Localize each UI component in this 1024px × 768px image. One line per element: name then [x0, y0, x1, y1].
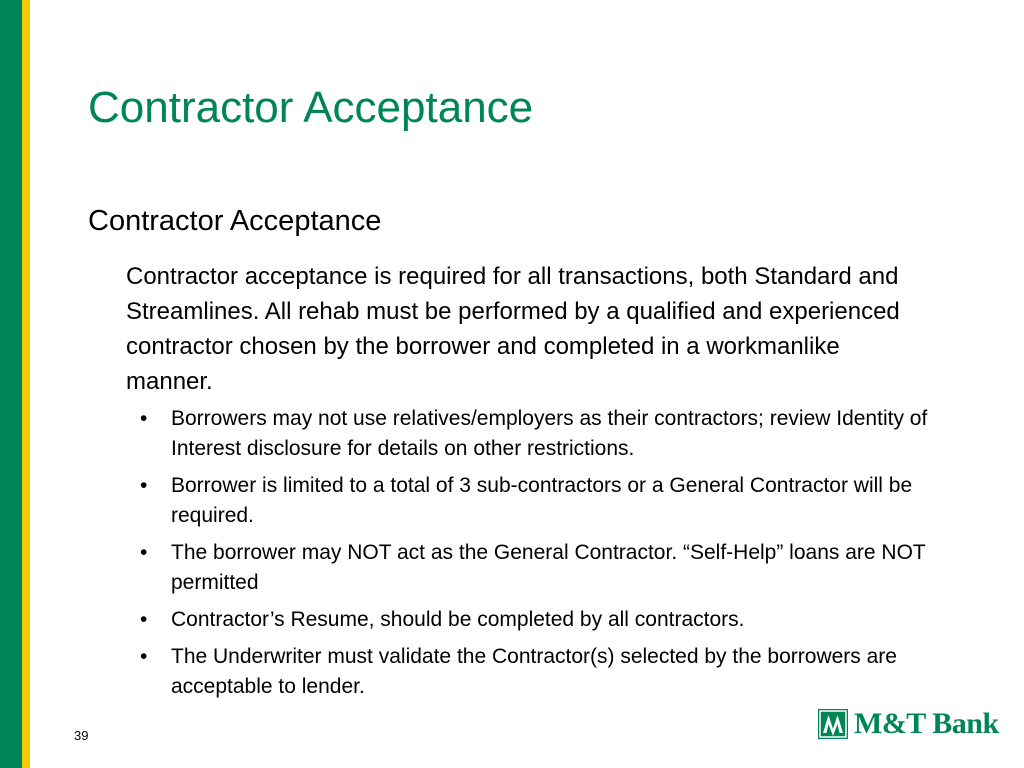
bullet-text: The borrower may NOT act as the General Contractor. “Self-Help” loans are NOT permitted [171, 541, 926, 594]
logo-text: M&T Bank [854, 707, 999, 740]
bullet-icon: • [140, 407, 148, 430]
list-item [140, 538, 970, 598]
bullet-text: The Underwriter must validate the Contractor(s) selected by the borrowers are acceptable to lender. [171, 645, 897, 698]
list-item [140, 642, 970, 702]
slide-title: Contractor Acceptance [88, 83, 534, 132]
list-item [140, 404, 970, 464]
bullet-icon: • [140, 645, 148, 668]
bank-logo [818, 707, 999, 741]
bullet-icon: • [140, 608, 148, 631]
intro-paragraph: Contractor acceptance is required for all transactions, both Standard and Streamlines. All rehab must be performed by a qualified and experienced contractor chosen by the borrower and completed in a workmanlike manner. [126, 263, 900, 395]
section-heading: Contractor Acceptance [88, 205, 382, 237]
side-bar-green [0, 0, 22, 768]
bullet-text: Borrower is limited to a total of 3 sub-contractors or a General Contractor will be required. [171, 474, 913, 527]
bullet-list [140, 404, 970, 709]
bullet-text: Borrowers may not use relatives/employers as their contractors; review Identity of Interest disclosure for details on other restrictions. [171, 407, 928, 460]
bullet-icon: • [140, 474, 148, 497]
page-number: 39 [74, 728, 89, 743]
bullet-icon: • [140, 541, 148, 564]
list-item [140, 605, 970, 635]
side-bar-yellow [22, 0, 30, 768]
mt-bank-logo-icon [818, 709, 848, 739]
bullet-text: Contractor’s Resume, should be completed by all contractors. [171, 608, 745, 631]
list-item [140, 471, 970, 531]
